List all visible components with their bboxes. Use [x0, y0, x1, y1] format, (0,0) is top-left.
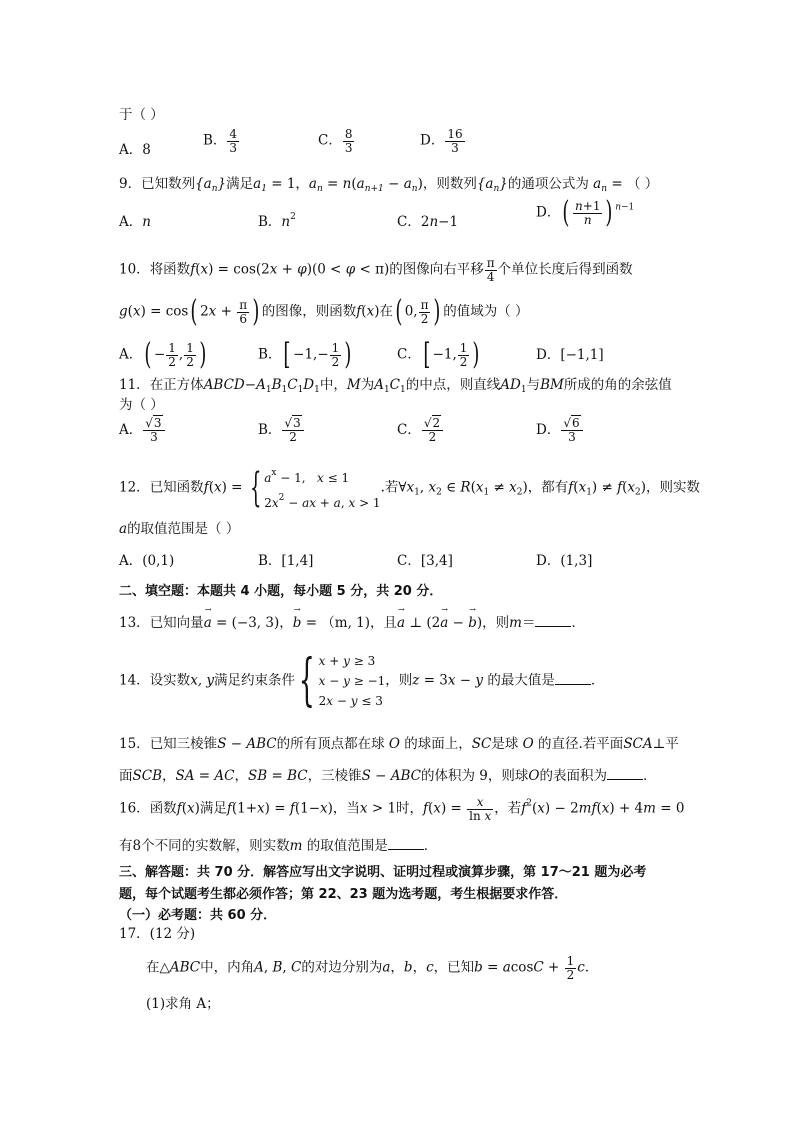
q15-answer-blank — [607, 769, 643, 780]
section-3-heading-line1: 三、解答题：共 70 分．解答应写出文字说明、证明过程或演算步骤，第 17～21 题为必考 — [119, 865, 647, 880]
q10-option-b: B．[ −1,− $\frac{1}{2}$ ) — [258, 337, 352, 372]
q12-option-d: D．(1,3] — [536, 553, 593, 569]
q8-option-d: D． $\frac{16}{3}$ — [420, 127, 463, 155]
q13-stem: 13．已知向量→ a = (−3, 3)，→ b = （m, 1)，且→ a ⊥ (2→ a − → b)，则m＝ ． — [119, 611, 585, 631]
q15-stem-line2: 面SCB，SA = AC，SB = BC，三棱锥S − ABC的体积为 9，则球O的表面积为 ． — [119, 768, 657, 784]
q16-stem-line1: 16．函数f(x)满足f(1+x) = f(1−x)，当x > 1时，f(x) = $\frac{x}{\text{ln x}}$ ，若$f^2(x) - 2mf(x) + 4m = 0$ — [119, 795, 685, 823]
q10-option-a: A．( − $\frac{1}{2}$ , $\frac{1}{2}$ ) — [119, 337, 207, 372]
q12-option-c: C．[3,4] — [397, 553, 453, 569]
q10-option-d: D．[−1,1] — [536, 347, 604, 363]
q12-option-b: B．[1,4] — [258, 553, 314, 569]
q11-option-d: D． $\frac{√6}{3}$ — [536, 417, 584, 444]
q8-option-a: A．8 — [119, 142, 151, 158]
q9-stem: 9．已知数列$\{a_n\}$满足$a_1 = 1$，$a_n = n(a_{n+1} - a_n)$，则数列$\{a_n\}$的通项公式为 $a_n$ = （ ） — [119, 176, 659, 194]
section-3-subheading: （一）必考题：共 60 分． — [119, 908, 277, 923]
q11-option-b: B． $\frac{√3}{2}$ — [258, 417, 305, 444]
q11-stem-line1: 11．在正方体$ABCD-A_1B_1C_1D_1$中，M为$A_1C_1$的中点，则直线$AD_1$与BM所成的角的余弦值 — [119, 377, 672, 395]
section-3-heading-line2: 题，每个试题考生都必须作答；第 22、23 题为选考题，考生根据要求作答． — [119, 887, 568, 902]
q14-answer-blank — [555, 674, 591, 685]
q16-stem-line2: 有8个不同的实数解，则实数m 的取值范围是 ． — [119, 838, 438, 854]
q12-stem-line1: 12．已知函数f(x) = { $a^x - 1$, x ≤ 1 $2x^2$ − ax + a, x > 1 .若$\forall x_1$, $x_2$ ∈ $R(x_1 \ne x_2)$，都有$f(x_1) \ne f(x_2)$，则实数 — [119, 465, 701, 511]
q11-option-a: A． $\frac{√3}{3}$ — [119, 417, 166, 444]
section-2-heading: 二、填空题：本题共 4 小题，每小题 5 分，共 20 分． — [119, 584, 443, 599]
q10-option-c: C．[ −1, $\frac{1}{2}$ ) — [397, 337, 480, 372]
q8-option-b: B． $\frac{4}{3}$ — [203, 127, 238, 155]
q17-part1: (1)求角 A； — [146, 996, 220, 1012]
q10-stem-line1: 10．将函数f(x) = cos(2x + φ)(0 < φ < π)的图像向右平移 $\frac{\pi}{4}$ 个单位长度后得到函数 — [119, 256, 633, 284]
q15-stem-line1: 15．已知三棱锥S − ABC的所有顶点都在球 O 的球面上，SC是球 O 的直径.若平面SCA⊥平 — [119, 736, 679, 752]
q12-stem-line2: a的取值范围是（ ） — [119, 521, 240, 537]
q12-option-a: A．(0,1) — [119, 553, 175, 569]
q17-stem: 在△ABC中，内角A, B, C的对边分别为a，b，c，已知b = acosC + $\frac{1}{2}$ c． — [146, 954, 599, 982]
q9-option-d: D．( $\frac{n+1}{n}$ ) $^{n-1}$ — [536, 195, 635, 230]
q9-option-a: A．n — [119, 214, 151, 230]
q14-stem: 14．设实数x, y满足约束条件{ x + y ≥ 3 x − y ≥ −1 2x − y ≤ 3 ，则z = 3x − y 的最大值是 ． — [119, 648, 605, 713]
q9-option-b: B．$n^2$ — [258, 212, 296, 230]
q8-option-c: C． $\frac{8}{3}$ — [318, 127, 353, 155]
q17-header: 17．(12 分) — [119, 926, 196, 942]
q11-stem-line2: 为（ ） — [119, 397, 164, 413]
q10-stem-line2: g(x) = cos( 2x + $\frac{\pi}{6}$ ) 的图像，则函数f(x)在( 0, $\frac{\pi}{2}$ ) 的值域为（ ） — [119, 294, 529, 329]
q8-stem-tail: 于（ ） — [119, 107, 164, 123]
q11-option-c: C． $\frac{√2}{2}$ — [397, 417, 444, 444]
q13-answer-blank — [535, 616, 571, 627]
q9-option-c: C．2n−1 — [397, 214, 459, 230]
q16-answer-blank — [388, 839, 424, 850]
